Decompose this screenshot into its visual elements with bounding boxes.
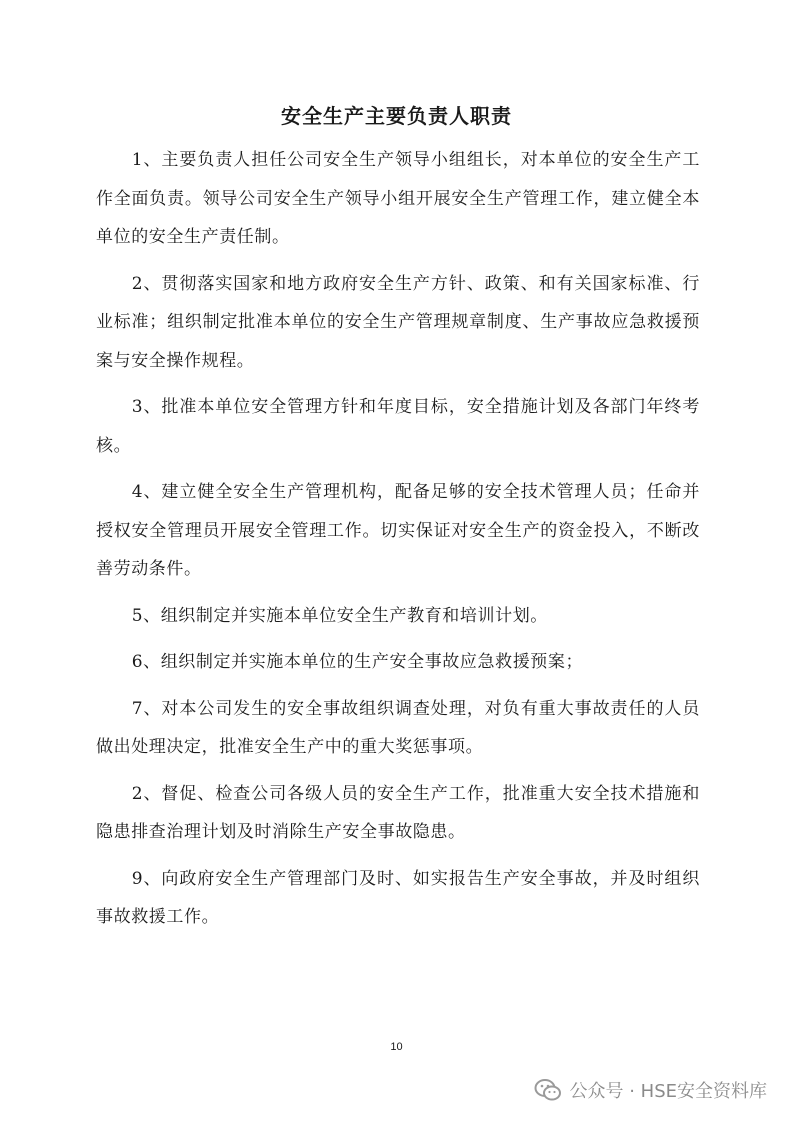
page-number: 10 xyxy=(390,1041,403,1053)
paragraph: 1、主要负责人担任公司安全生产领导小组组长，对本单位的安全生产工作全面负责。领导公司安全生产领导小组开展安全生产管理工作，建立健全本单位的安全生产责任制。 xyxy=(96,150,700,247)
wechat-icon xyxy=(534,1078,562,1102)
document-title: 安全生产主要负责人职责 xyxy=(281,104,512,128)
paragraph: 2、贯彻落实国家和地方政府安全生产方针、政策、和有关国家标准、行业标准；组织制定批准本单位的安全生产管理规章制度、生产事故应急救援预案与安全操作规程。 xyxy=(96,273,700,371)
watermark xyxy=(534,1076,768,1104)
paragraph: 3、批准本单位安全管理方针和年度目标，安全措施计划及各部门年终考核。 xyxy=(96,397,700,456)
watermark-text: 公众号 · HSE安全资料库 xyxy=(569,1081,767,1102)
paragraph: 5、组织制定并实施本单位安全生产教育和培训计划。 xyxy=(131,605,548,626)
paragraph: 2、督促、检查公司各级人员的安全生产工作，批准重大安全技术措施和隐患排查治理计划及时消除生产安全事故隐患。 xyxy=(96,783,700,842)
paragraph: 9、向政府安全生产管理部门及时、如实报告生产安全事故，并及时组织事故救援工作。 xyxy=(96,868,700,927)
document-body xyxy=(96,141,700,945)
paragraph: 6、组织制定并实施本单位的生产安全事故应急救援预案； xyxy=(131,652,584,672)
paragraph: 4、建立健全安全生产管理机构，配备足够的安全技术管理人员；任命并授权安全管理员开展安全管理工作。切实保证对安全生产的资金投入，不断改善劳动条件。 xyxy=(96,482,700,579)
paragraph: 7、对本公司发生的安全事故组织调查处理，对负有重大事故责任的人员做出处理决定，批准安全生产中的重大奖惩事项。 xyxy=(96,698,700,757)
